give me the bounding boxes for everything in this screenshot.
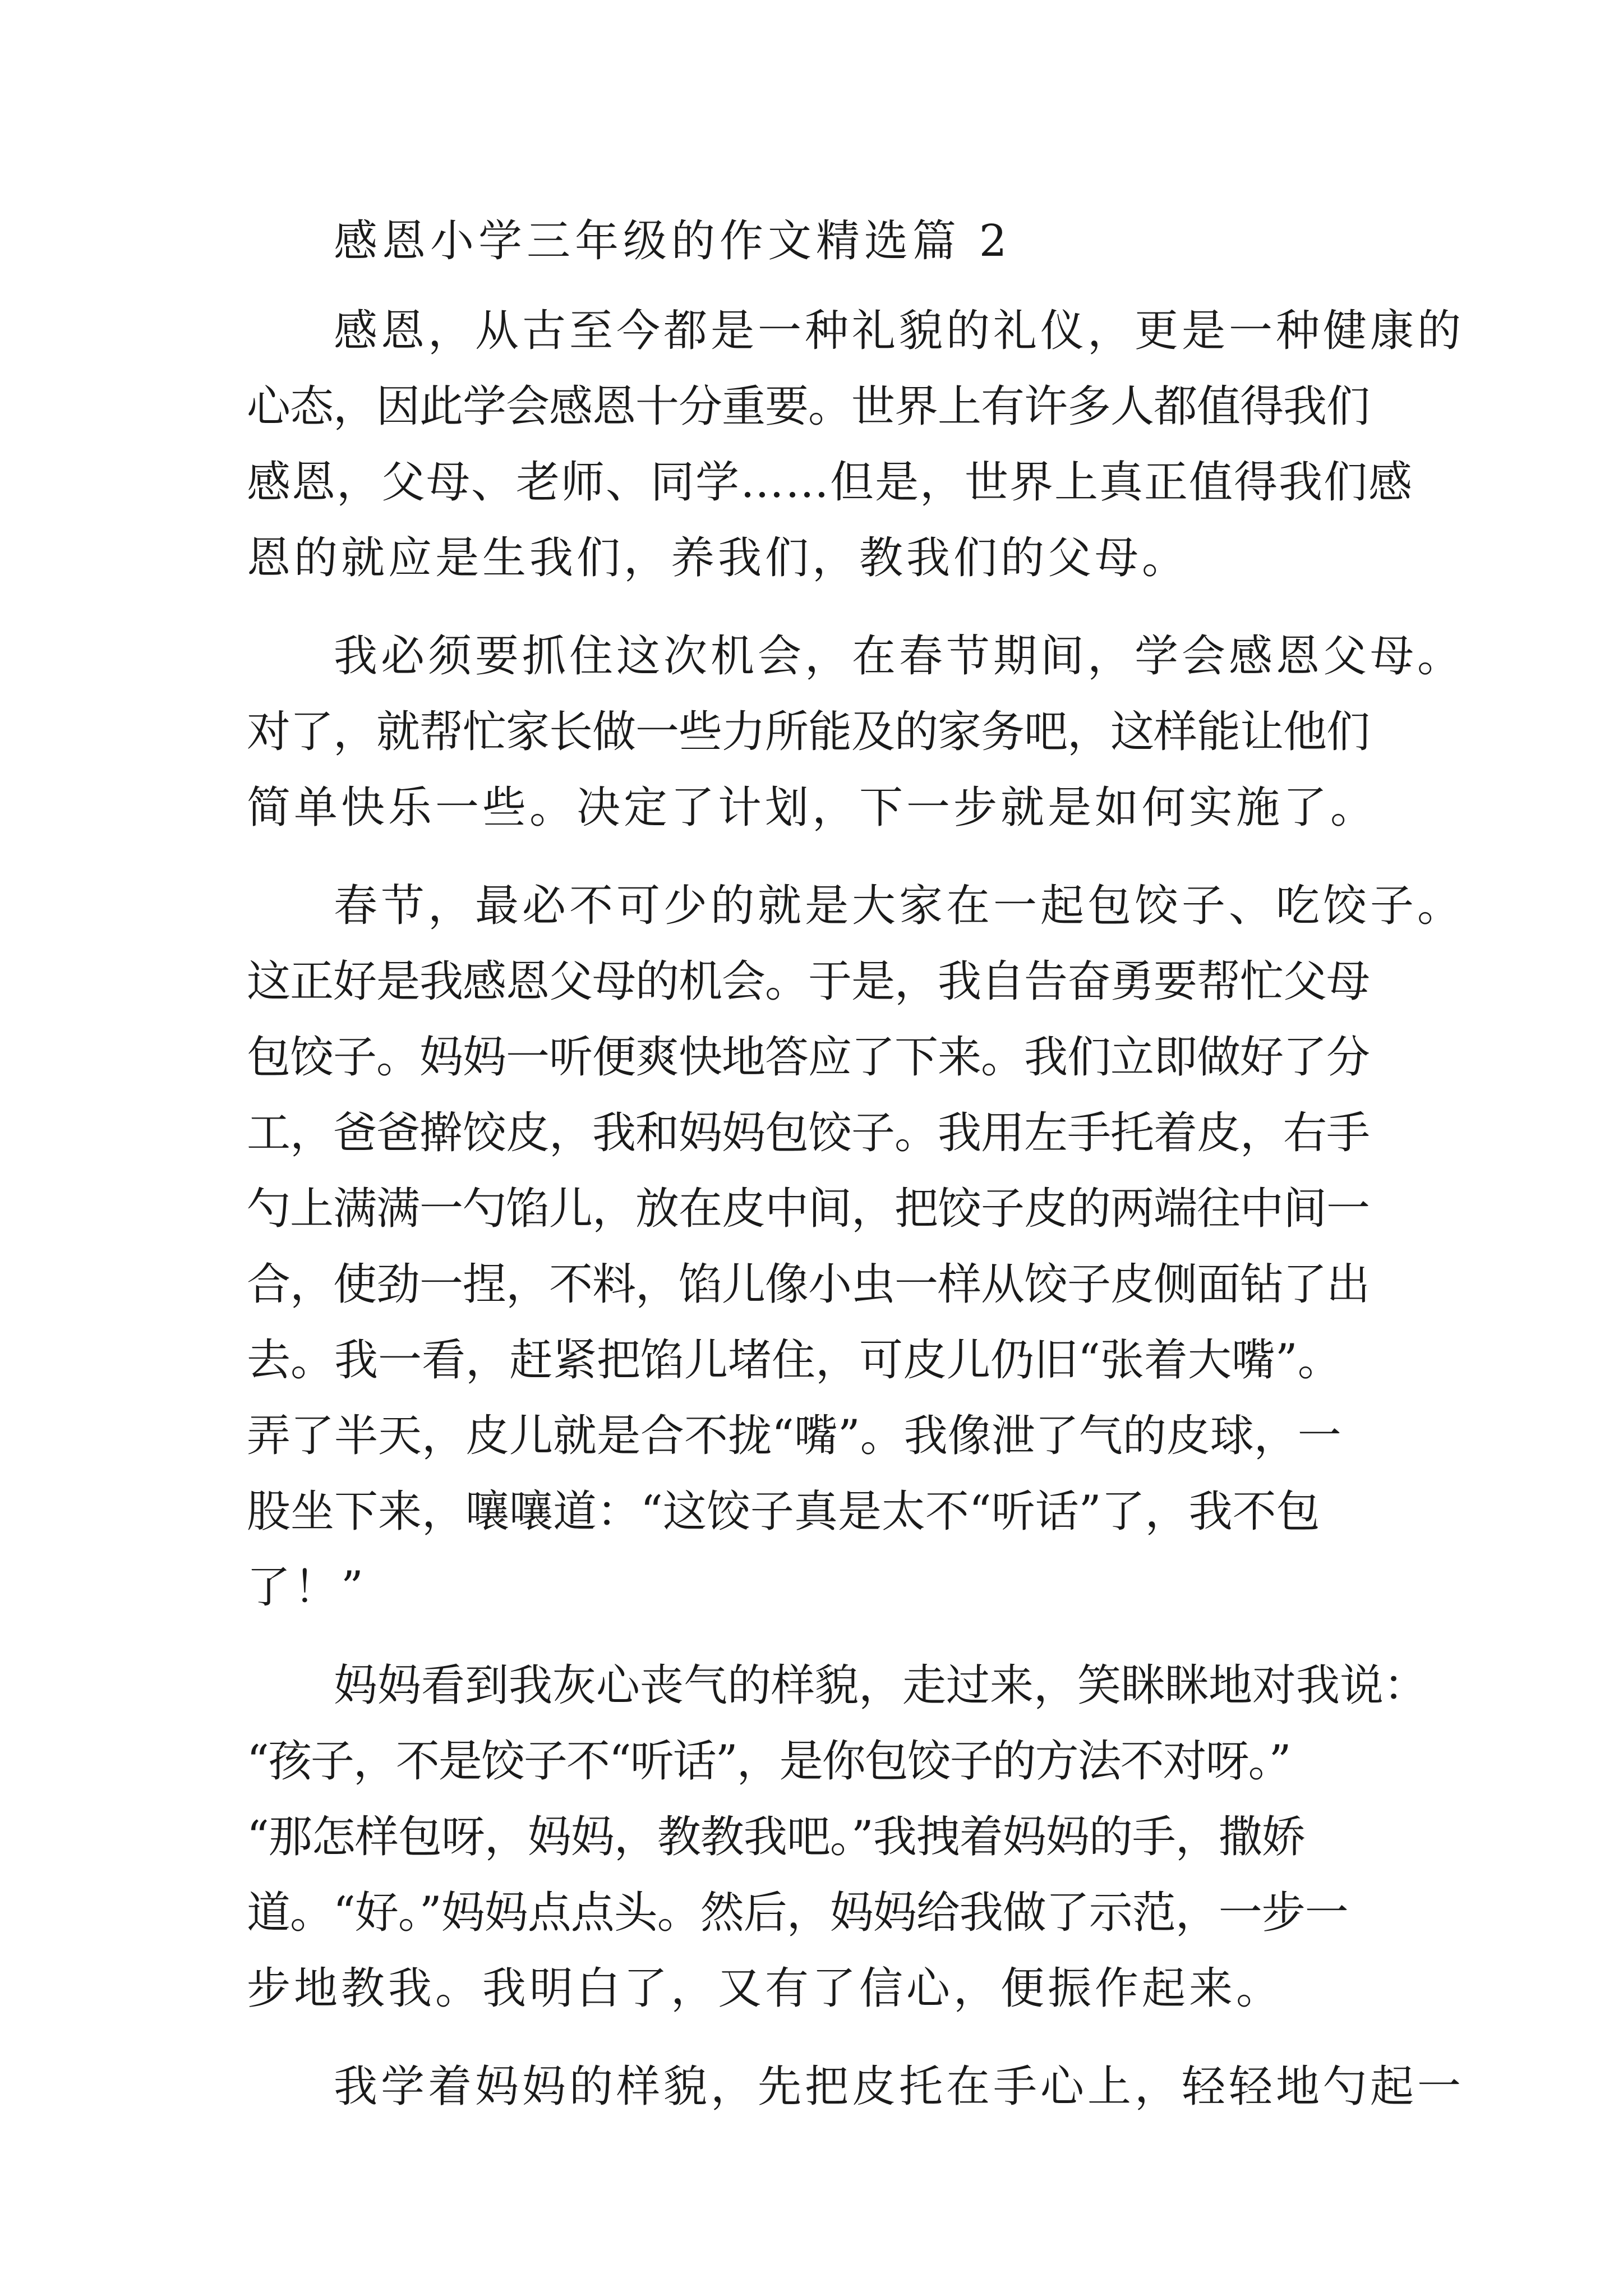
text-line: “那怎样包呀，妈妈，教教我吧。”我拽着妈妈的手，撒娇: [247, 1812, 1305, 1862]
text-line: 了！”: [247, 1562, 367, 1613]
text-line: 这正好是我感恩父母的机会。于是，我自告奋勇要帮忙父母: [247, 956, 1370, 1007]
text-line: 合，使劲一捏，不料，馅儿像小虫一样从饺子皮侧面钻了出: [247, 1259, 1370, 1310]
text-line: 妈妈看到我灰心丧气的样貌，走过来，笑眯眯地对我说：: [334, 1660, 1428, 1711]
text-line: 心态，因此学会感恩十分重要。世界上有许多人都值得我们: [247, 381, 1370, 432]
text-line: 感恩，从古至今都是一种礼貌的礼仪，更是一种健康的: [334, 306, 1465, 356]
text-line: 工，爸爸擀饺皮，我和妈妈包饺子。我用左手托着皮，右手: [247, 1108, 1370, 1158]
text-line: 感恩，父母、老师、同学……但是，世界上真正值得我们感: [247, 457, 1414, 508]
text-line: 弄了半天，皮儿就是合不拢“嘴”。我像泄了气的皮球，一: [247, 1411, 1341, 1461]
text-line: 勺上满满一勺馅儿，放在皮中间，把饺子皮的两端往中间一: [247, 1184, 1370, 1234]
text-line: 我学着妈妈的样貌，先把皮托在手心上，轻轻地勺起一: [334, 2062, 1465, 2112]
text-line: 步地教我。我明白了，又有了信心，便振作起来。: [247, 1963, 1284, 2014]
text-line: 对了，就帮忙家长做一些力所能及的家务吧，这样能让他们: [247, 707, 1370, 757]
text-line: 简单快乐一些。决定了计划，下一步就是如何实施了。: [247, 783, 1378, 833]
text-line: 包饺子。妈妈一听便爽快地答应了下来。我们立即做好了分: [247, 1032, 1370, 1083]
text-line: 春节，最必不可少的就是大家在一起包饺子、吃饺子。: [334, 881, 1465, 931]
text-line: 股坐下来，嚷嚷道：“这饺子真是太不“听话”了，我不包: [247, 1487, 1320, 1537]
text-line: “孩子，不是饺子不“听话”，是你包饺子的方法不对呀。”: [247, 1736, 1290, 1787]
text-line: 去。我一看，赶紧把馅儿堵住，可皮儿仍旧“张着大嘴”。: [247, 1335, 1341, 1386]
text-line: 恩的就应是生我们，养我们，教我们的父母。: [247, 533, 1189, 583]
text-line: 道。“好。”妈妈点点头。然后，妈妈给我做了示范，一步一: [247, 1888, 1348, 1938]
text-line: 我必须要抓住这次机会，在春节期间，学会感恩父母。: [334, 631, 1465, 682]
essay-title: 感恩小学三年级的作文精选篇 2: [334, 216, 1012, 266]
